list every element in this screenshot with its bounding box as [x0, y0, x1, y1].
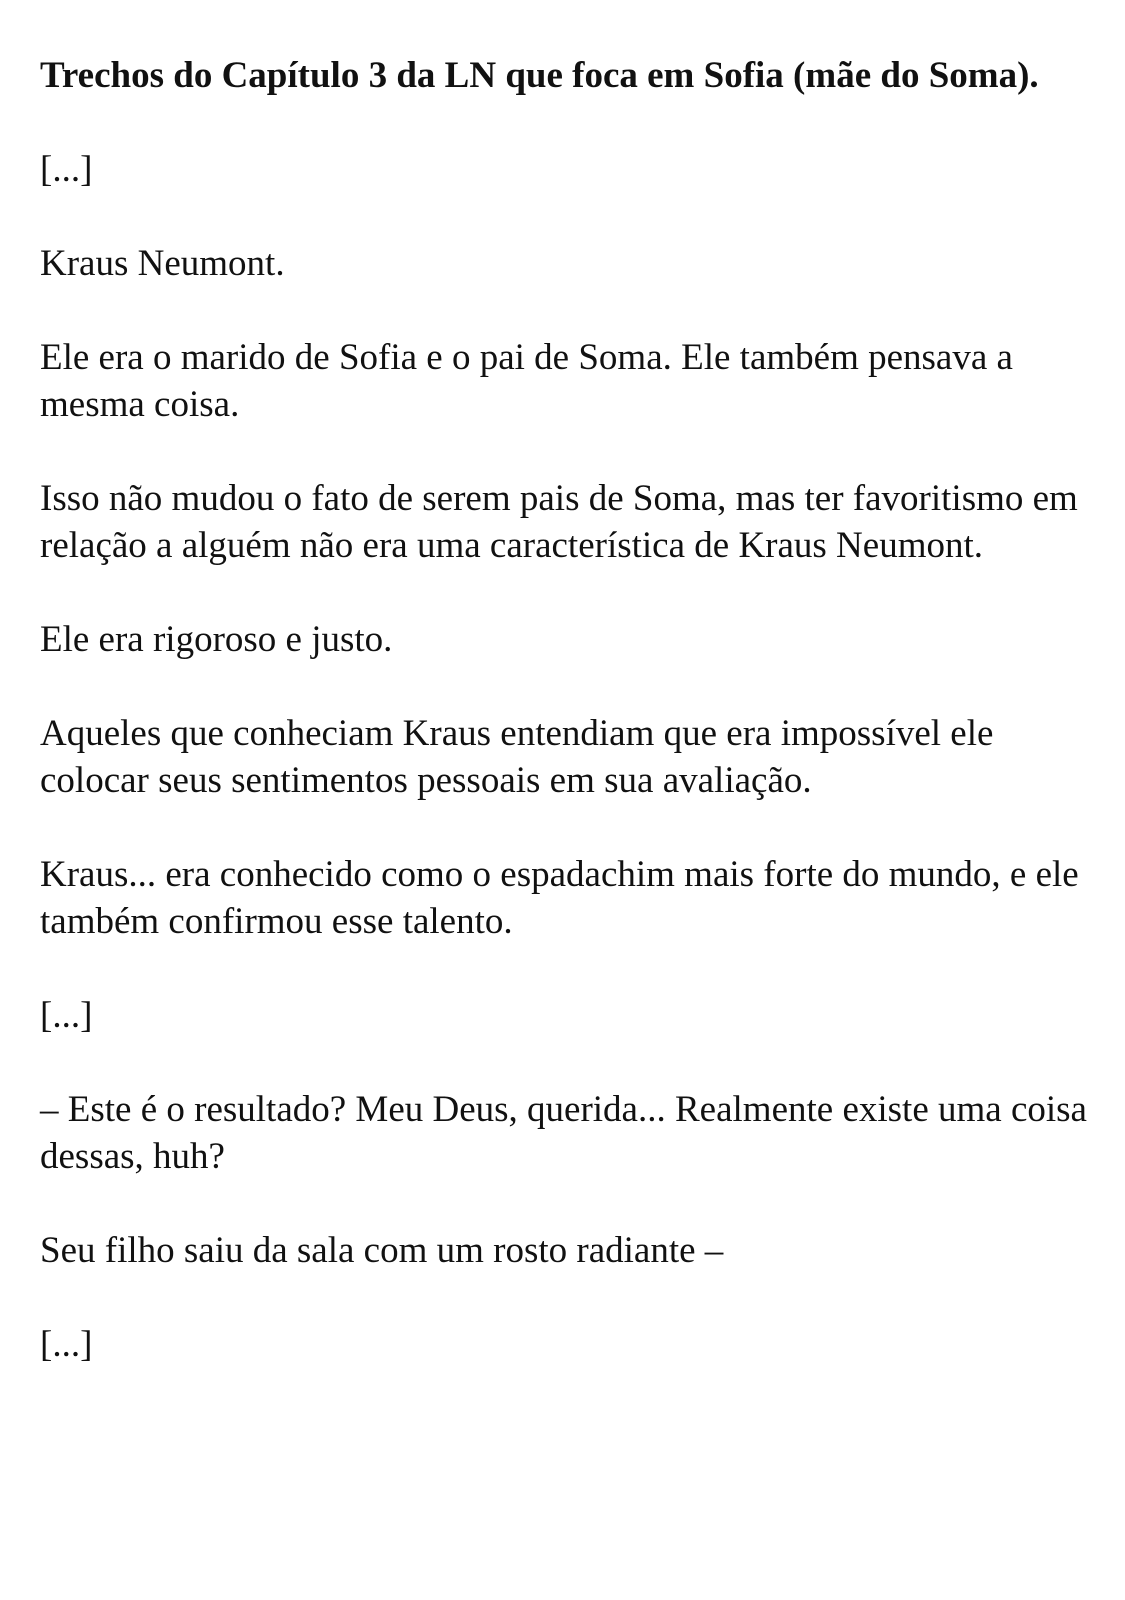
paragraph-husband: Ele era o marido de Sofia e o pai de Soma. Ele também pensava a mesma coisa.: [40, 337, 1013, 425]
spacer: [40, 1274, 1100, 1321]
paragraph-evaluation: Aqueles que conheciam Kraus entendiam que era impossível ele colocar seus sentimentos pessoais em sua avaliação.: [40, 713, 994, 801]
paragraph-rigorous: Ele era rigoroso e justo.: [40, 619, 393, 660]
paragraph-ellipsis-3: [...]: [40, 1324, 93, 1365]
spacer: [40, 428, 1100, 475]
paragraph-swordsman: Kraus... era conhecido como o espadachim mais forte do mundo, e ele também confirmou esse talento.: [40, 854, 1079, 942]
spacer: [40, 193, 1100, 240]
paragraph-favoritism: Isso não mudou o fato de serem pais de Soma, mas ter favoritismo em relação a alguém não era uma característica de Kraus Neumont.: [40, 478, 1078, 566]
paragraph-dialogue: – Este é o resultado? Meu Deus, querida... Realmente existe uma coisa dessas, huh?: [40, 1089, 1087, 1177]
document-page: [40, 52, 1100, 1368]
spacer: [40, 945, 1100, 992]
paragraph-kraus-name: Kraus Neumont.: [40, 243, 285, 284]
spacer: [40, 1039, 1100, 1086]
spacer: [40, 287, 1100, 334]
spacer: [40, 1180, 1100, 1227]
spacer: [40, 663, 1100, 710]
paragraph-ellipsis-1: [...]: [40, 149, 93, 190]
paragraph-ellipsis-2: [...]: [40, 995, 93, 1036]
spacer: [40, 804, 1100, 851]
document-title: Trechos do Capítulo 3 da LN que foca em Sofia (mãe do Soma).: [40, 55, 1039, 96]
spacer: [40, 99, 1100, 146]
paragraph-son-left: Seu filho saiu da sala com um rosto radiante –: [40, 1230, 724, 1271]
spacer: [40, 569, 1100, 616]
